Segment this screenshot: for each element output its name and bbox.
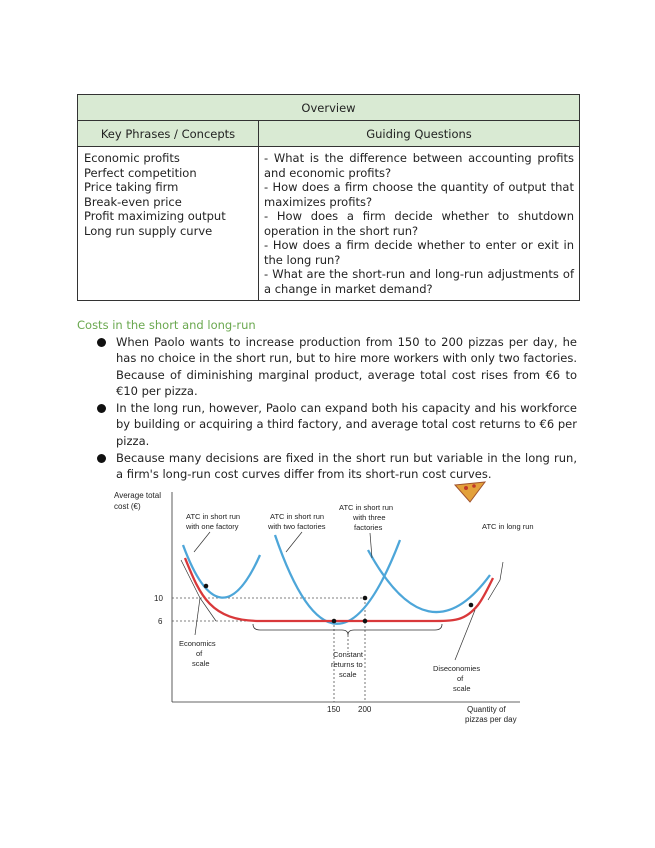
x-tick-200: 200: [358, 705, 372, 714]
bracket-constant: [253, 624, 442, 635]
y-axis-label-1: Average total: [114, 491, 161, 500]
label-three-factories-3: factories: [354, 523, 383, 532]
pizza-icon: [455, 482, 485, 502]
overview-title: Overview: [78, 95, 580, 121]
atc-short-run-one-factory: [183, 545, 260, 598]
label-long-run: ATC in long run: [482, 522, 534, 531]
leader-two-factories: [286, 532, 302, 552]
bullet-dot: [97, 454, 106, 463]
label-three-factories-1: ATC in short run: [339, 503, 394, 512]
atc-short-run-two-factories: [275, 535, 400, 624]
annotation-constant-1: Constant: [333, 650, 364, 659]
point-200-10: [363, 596, 368, 601]
bullet-list: [97, 334, 577, 484]
leader-one-factory: [194, 532, 210, 552]
bullet-text: In the long run, however, Paolo can expand both his capacity and his workforce by building or acquiring a third factory, and average total cost returns to €6 per pizza.: [116, 401, 577, 448]
question-item: - How does a firm decide whether to enter or exit in the long run?: [264, 238, 574, 267]
concept-item: Break-even price: [84, 194, 182, 209]
concepts-header: Key Phrases / Concepts: [78, 121, 259, 147]
bullet-item: [97, 334, 577, 399]
point-one-factory: [204, 584, 209, 589]
concept-item: Profit maximizing output: [84, 209, 226, 223]
annotation-constant-3: scale: [339, 670, 357, 679]
bullet-dot: [97, 338, 106, 347]
annotation-diseconomies-3: scale: [453, 684, 471, 693]
y-tick-6: 6: [158, 617, 163, 626]
bullet-item: [97, 450, 577, 483]
questions-cell: [259, 147, 580, 301]
label-two-factories-2: with two factories: [268, 522, 326, 531]
x-tick-150: 150: [327, 705, 341, 714]
point-150-6: [332, 619, 337, 624]
bracket-economies: [181, 560, 216, 621]
question-item: - How does a firm decide whether to shutdown operation in the short run?: [264, 209, 574, 238]
y-axis-label-2: cost (€): [114, 502, 141, 511]
question-item: - What is the difference between accounting profits and economic profits?: [264, 151, 574, 180]
annotation-constant-2: returns to: [331, 660, 363, 669]
concepts-cell: [78, 147, 259, 301]
annotation-economies-2: of: [196, 649, 203, 658]
annotation-economies-1: Economics: [179, 639, 216, 648]
annotation-economies-3: scale: [192, 659, 210, 668]
label-two-factories-1: ATC in short run: [270, 512, 325, 521]
annotation-diseconomies-2: of: [457, 674, 464, 683]
concept-item: Economic profits: [84, 151, 180, 165]
annotation-diseconomies-1: Diseconomies: [433, 664, 481, 673]
concept-item: Price taking firm: [84, 180, 179, 194]
atc-short-run-three-factories: [368, 550, 490, 612]
bullet-item: [97, 400, 577, 449]
section-title: Costs in the short and long-run: [77, 318, 256, 332]
y-tick-10: 10: [154, 594, 163, 603]
overview-table: [77, 94, 580, 301]
bullet-dot: [97, 404, 106, 413]
cost-curves-chart: [110, 480, 550, 730]
concept-item: Perfect competition: [84, 165, 197, 180]
bullet-text: Because many decisions are fixed in the short run but variable in the long run, a firm's long-run cost curves differ from its short-run cost curves.: [116, 451, 577, 482]
label-one-factory-2: with one factory: [186, 522, 239, 531]
point-200-6: [363, 619, 368, 624]
question-item: - What are the short-run and long-run adjustments of a change in market demand?: [264, 267, 574, 296]
questions-header: Guiding Questions: [259, 121, 580, 147]
bullet-text: When Paolo wants to increase production from 150 to 200 pizzas per day, he has no choice in the short run, but to hire more workers with only two factories. Because of diminishing marginal product, average total cost rises from €6 to €10 per pizza.: [116, 335, 577, 398]
point-three-factories: [469, 603, 474, 608]
leader-economies: [195, 598, 200, 635]
x-axis-label-1: Quantity of: [467, 705, 506, 714]
label-three-factories-2: with three: [353, 513, 386, 522]
x-axis-label-2: pizzas per day: [465, 715, 517, 724]
label-one-factory-1: ATC in short run: [186, 512, 241, 521]
question-item: - How does a firm choose the quantity of output that maximizes profits?: [264, 180, 574, 209]
concept-item: Long run supply curve: [84, 223, 213, 238]
